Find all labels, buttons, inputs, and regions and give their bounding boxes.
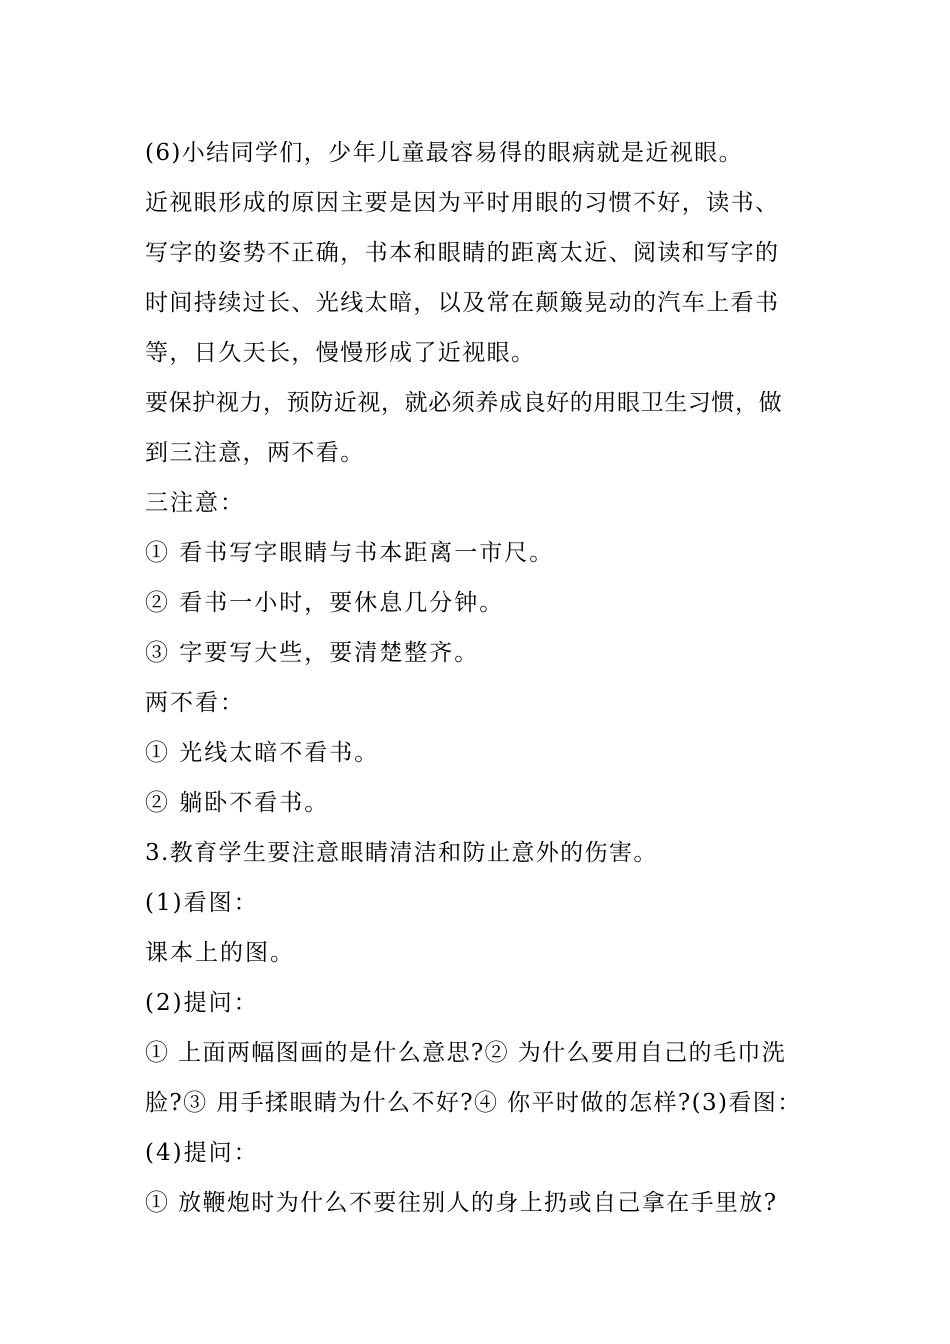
paragraph-protect-line-1: 要保护视力，预防近视，就必须养成良好的用眼卫生习惯，做 — [145, 390, 783, 416]
heading-two-donts: 两不看： — [145, 690, 245, 716]
paragraph-protect-line-2: 到三注意，两不看。 — [145, 440, 365, 466]
paragraph-cause-line-3: 时间持续过长、光线太暗，以及常在颠簸晃动的汽车上看书 — [145, 290, 780, 316]
paragraph-text: 课本上的图。 — [145, 940, 295, 966]
list-item: ② 躺卧不看书。 — [145, 790, 330, 816]
section-heading: 3.教育学生要注意眼睛清洁和防止意外的伤害。 — [145, 840, 658, 866]
question-line-1: ① 上面两幅图画的是什么意思?② 为什么要用自己的毛巾洗 — [145, 1040, 787, 1066]
list-item: ① 光线太暗不看书。 — [145, 740, 380, 766]
question-line-3: ① 放鞭炮时为什么不要往别人的身上扔或自己拿在手里放? — [145, 1190, 778, 1216]
paragraph-cause-line-4: 等，日久天长，慢慢形成了近视眼。 — [145, 340, 536, 366]
sub-heading-question: (2)提问： — [145, 990, 259, 1016]
question-line-2: 脸?③ 用手揉眼睛为什么不好?④ 你平时做的怎样?(3)看图： — [145, 1090, 802, 1116]
paragraph-cause-line-2: 写字的姿势不正确，书本和眼睛的距离太近、阅读和写字的 — [145, 240, 780, 266]
paragraph-summary: (6)小结同学们，少年儿童最容易得的眼病就是近视眼。 — [145, 140, 743, 166]
list-item: ① 看书写字眼睛与书本距离一市尺。 — [145, 540, 555, 566]
list-item: ③ 字要写大些，要清楚整齐。 — [145, 640, 480, 666]
document-body — [145, 128, 835, 1228]
paragraph-cause-line-1: 近视眼形成的原因主要是因为平时用眼的习惯不好，读书、 — [145, 190, 780, 216]
sub-heading-question-2: (4)提问： — [145, 1140, 259, 1166]
sub-heading-look: (1)看图： — [145, 890, 259, 916]
heading-three-attentions: 三注意： — [145, 490, 245, 516]
list-item: ② 看书一小时，要休息几分钟。 — [145, 590, 505, 616]
